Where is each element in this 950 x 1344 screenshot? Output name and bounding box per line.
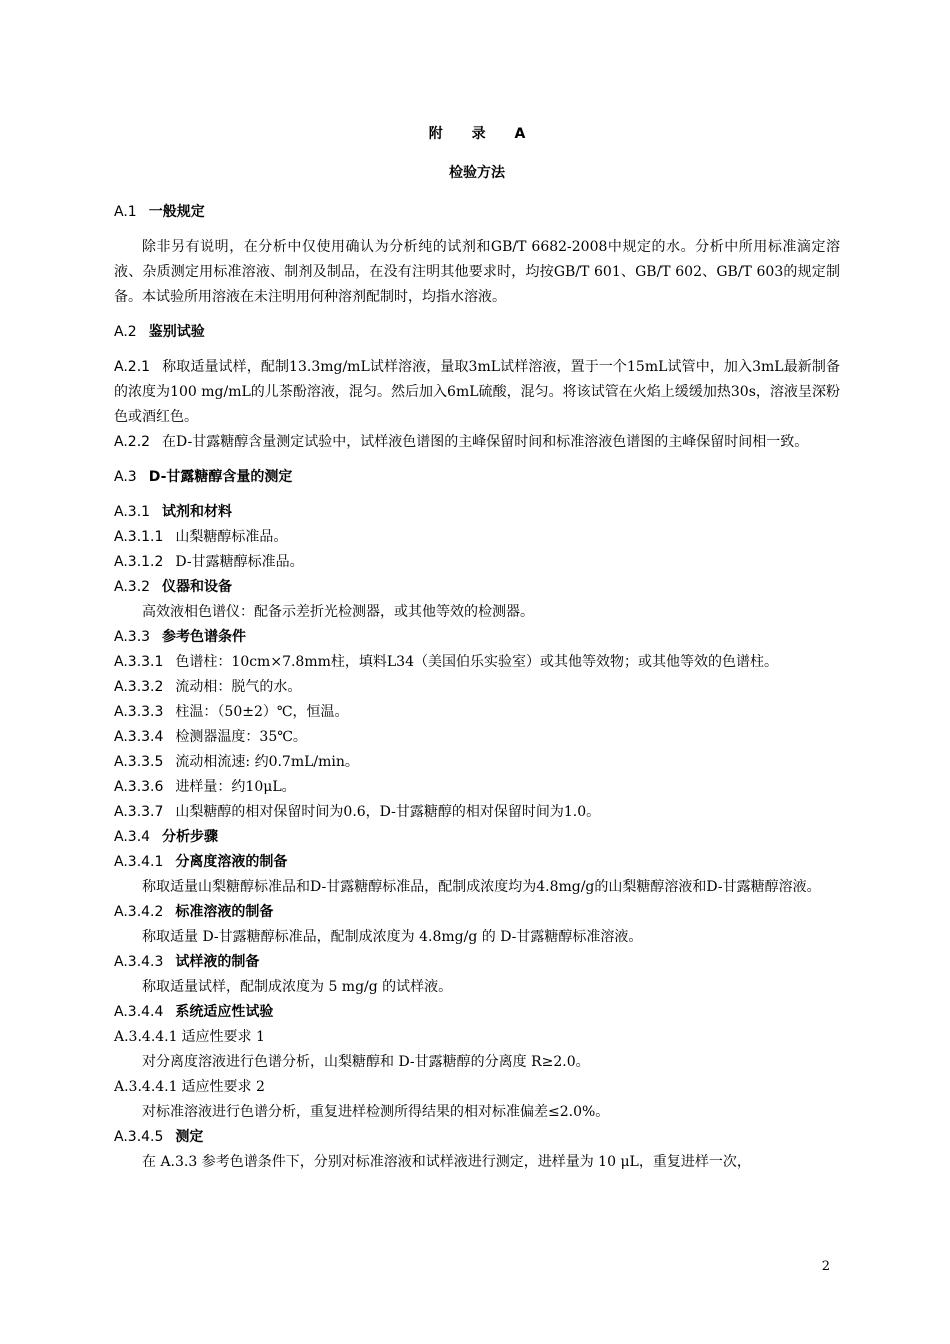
paragraph-a32: 高效液相色谱仪：配备示差折光检测器，或其他等效的检测器。 bbox=[142, 604, 534, 620]
clause-number: A.3.3.5 bbox=[114, 754, 164, 770]
heading-text: 鉴别试验 bbox=[148, 324, 205, 340]
heading-a34 bbox=[114, 825, 840, 850]
clause-number: A.3.3.4 bbox=[114, 729, 164, 745]
heading-text: 标准溶液的制备 bbox=[175, 904, 274, 920]
requirement-title: 适应性要求 1 bbox=[181, 1029, 265, 1045]
heading-a2 bbox=[114, 320, 840, 345]
clause-a331 bbox=[114, 650, 840, 675]
heading-text: 参考色谱条件 bbox=[162, 629, 247, 645]
clause-a337 bbox=[114, 800, 840, 825]
appendix-title: 检验方法 bbox=[449, 165, 505, 181]
heading-number: A.2 bbox=[114, 324, 137, 340]
clause-text: D-甘露糖醇标准品。 bbox=[175, 554, 304, 570]
heading-number: A.3.1 bbox=[114, 504, 151, 520]
requirement-2-heading bbox=[114, 1075, 840, 1100]
clause-a332 bbox=[114, 675, 840, 700]
clause-number: A.3.3.1 bbox=[114, 654, 164, 670]
paragraph-a345: 在 A.3.3 参考色谱条件下，分别对标准溶液和试样液进行测定，进样量为 10 μL，重复进样一次， bbox=[142, 1154, 751, 1170]
heading-number: A.1 bbox=[114, 204, 137, 220]
heading-text: D-甘露糖醇含量的测定 bbox=[148, 469, 293, 485]
clause-a312 bbox=[114, 550, 840, 575]
heading-a342 bbox=[114, 900, 840, 925]
heading-number: A.3.4.4 bbox=[114, 1004, 164, 1020]
heading-number: A.3.4.5 bbox=[114, 1129, 164, 1145]
heading-a344 bbox=[114, 1000, 840, 1025]
clause-number: A.3.3.7 bbox=[114, 804, 164, 820]
clause-a334 bbox=[114, 725, 840, 750]
heading-a32 bbox=[114, 575, 840, 600]
heading-text: 分析步骤 bbox=[162, 829, 219, 845]
clause-number: A.2.2 bbox=[114, 434, 151, 450]
heading-text: 试样液的制备 bbox=[175, 954, 260, 970]
heading-number: A.3.4.2 bbox=[114, 904, 164, 920]
page-content bbox=[114, 118, 840, 1175]
clause-a336 bbox=[114, 775, 840, 800]
heading-a1 bbox=[114, 200, 840, 225]
clause-text: 流动相：脱气的水。 bbox=[175, 679, 302, 695]
heading-text: 一般规定 bbox=[148, 204, 205, 220]
clause-text: 进样量：约10μL。 bbox=[175, 779, 296, 795]
heading-a343 bbox=[114, 950, 840, 975]
heading-text: 测定 bbox=[175, 1129, 204, 1145]
clause-text: 柱温：（50±2）℃，恒温。 bbox=[175, 704, 349, 720]
paragraph-a342: 称取适量 D-甘露糖醇标准品，配制成浓度为 4.8mg/g 的 D-甘露糖醇标准溶液。 bbox=[142, 929, 643, 945]
clause-a22 bbox=[114, 430, 840, 455]
clause-text: 山梨糖醇的相对保留时间为0.6，D-甘露糖醇的相对保留时间为1.0。 bbox=[175, 804, 601, 820]
paragraph-a343: 称取适量试样，配制成浓度为 5 mg/g 的试样液。 bbox=[142, 979, 453, 995]
heading-number: A.3.2 bbox=[114, 579, 151, 595]
clause-text: 流动相流速: 约0.7mL/min。 bbox=[175, 754, 359, 770]
paragraph-requirement-1: 对分离度溶液进行色谱分析，山梨糖醇和 D-甘露糖醇的分离度 R≥2.0。 bbox=[142, 1054, 590, 1070]
requirement-1-heading bbox=[114, 1025, 840, 1050]
clause-number: A.3.3.3 bbox=[114, 704, 164, 720]
clause-number: A.3.1.1 bbox=[114, 529, 164, 545]
clause-a311 bbox=[114, 525, 840, 550]
heading-number: A.3.4 bbox=[114, 829, 151, 845]
clause-text: 在D-甘露糖醇含量测定试验中，试样液色谱图的主峰保留时间和标准溶液色谱图的主峰保留时间相一致。 bbox=[162, 434, 809, 450]
heading-a31 bbox=[114, 500, 840, 525]
heading-number: A.3.4.1 bbox=[114, 854, 164, 870]
heading-a33 bbox=[114, 625, 840, 650]
clause-number: A.3.1.2 bbox=[114, 554, 164, 570]
heading-number: A.3 bbox=[114, 469, 137, 485]
paragraph-requirement-2: 对标准溶液进行色谱分析，重复进样检测所得结果的相对标准偏差≤2.0%。 bbox=[142, 1104, 610, 1120]
clause-number: A.2.1 bbox=[114, 359, 151, 375]
clause-text: 检测器温度：35℃。 bbox=[175, 729, 307, 745]
page-number: 2 bbox=[821, 1259, 830, 1274]
clause-a333 bbox=[114, 700, 840, 725]
requirement-number: A.3.4.4.1 bbox=[114, 1029, 178, 1045]
heading-text: 仪器和设备 bbox=[162, 579, 233, 595]
clause-number: A.3.3.2 bbox=[114, 679, 164, 695]
appendix-label: 附 录 A bbox=[428, 126, 538, 142]
clause-number: A.3.3.6 bbox=[114, 779, 164, 795]
requirement-title: 适应性要求 2 bbox=[181, 1079, 265, 1095]
paragraph-a341: 称取适量山梨糖醇标准品和D-甘露糖醇标准品，配制成浓度均为4.8mg/g的山梨糖醇溶液和D-甘露糖醇溶液。 bbox=[142, 879, 821, 895]
paragraph-a1: 除非另有说明，在分析中仅使用确认为分析纯的试剂和GB/T 6682-2008中规定的水。分析中所用标准滴定溶液、杂质测定用标准溶液、制剂及制品，在没有注明其他要求时，均按GB/T 601、GB/T 602、GB/T 603的规定制备。本试验所用溶液在未注明用何种溶剂配制时，均指水溶液。 bbox=[114, 239, 840, 305]
requirement-number: A.3.4.4.1 bbox=[114, 1079, 178, 1095]
heading-a341 bbox=[114, 850, 840, 875]
clause-a335 bbox=[114, 750, 840, 775]
heading-number: A.3.3 bbox=[114, 629, 151, 645]
clause-text: 称取适量试样，配制13.3mg/mL试样溶液，量取3mL试样溶液，置于一个15mL试管中，加入3mL最新制备的浓度为100 mg/mL的儿茶酚溶液，混匀。然后加入6mL硫酸，混匀。将该试管在火焰上缓缓加热30s，溶液呈深粉色或酒红色。 bbox=[114, 359, 840, 425]
clause-text: 色谱柱：10cm×7.8mm柱，填料L34（美国伯乐实验室）或其他等效物；或其他等效的色谱柱。 bbox=[175, 654, 778, 670]
heading-text: 分离度溶液的制备 bbox=[175, 854, 288, 870]
heading-text: 试剂和材料 bbox=[162, 504, 233, 520]
heading-a3 bbox=[114, 465, 840, 490]
heading-number: A.3.4.3 bbox=[114, 954, 164, 970]
clause-text: 山梨糖醇标准品。 bbox=[175, 529, 288, 545]
heading-a345 bbox=[114, 1125, 840, 1150]
clause-a21 bbox=[114, 355, 840, 430]
heading-text: 系统适应性试验 bbox=[175, 1004, 274, 1020]
